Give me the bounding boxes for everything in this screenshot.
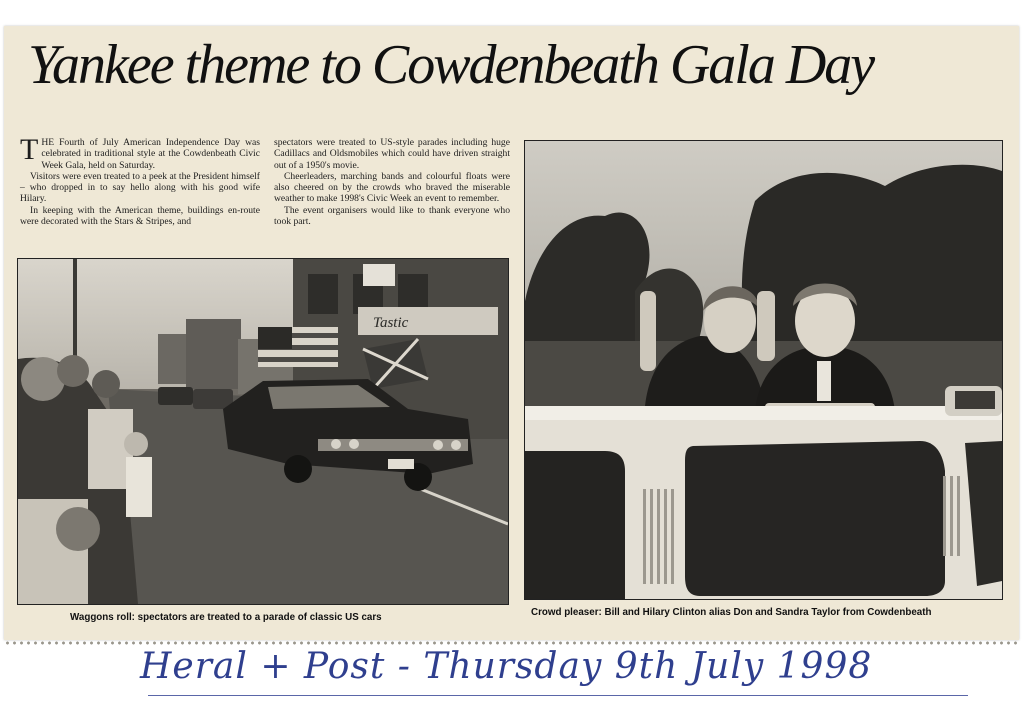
photo-caption-2: Crowd pleaser: Bill and Hilary Clinton alias Don and Sandra Taylor from Cowdenbeath: [531, 607, 932, 618]
drop-cap: T: [20, 133, 39, 166]
paragraph-1-text: HE Fourth of July American Independence Day was celebrated in traditional style at the Cowdenbeath Civic Week Gala, held on Saturday.: [41, 137, 260, 171]
paragraph-5: Cheerleaders, marching bands and colourful floats were also cheered on by the crowds who braved the miserable weather to make 1998's Civic Week an event to remember.: [274, 170, 510, 205]
parade-photo: [17, 258, 509, 605]
limousine: [525, 406, 1002, 599]
handwritten-note: Heral + Post - Thursday 9th July 1998: [140, 646, 873, 687]
paragraph-2: Visitors were even treated to a peek at the President himself – who dropped in to say hello along with his good wife Hilary.: [20, 170, 260, 205]
shop-sign-text: Tastic: [373, 315, 409, 331]
paragraph-6: The event organisers would like to thank everyone who took part.: [274, 204, 510, 228]
limousine-photo: [524, 140, 1003, 600]
flag-icon: [258, 327, 338, 367]
paragraph-4: spectators were treated to US-style parades including huge Cadillacs and Oldsmobiles which could have driven straight out of a 1950's movie.: [274, 137, 510, 171]
article-column-2: [274, 137, 510, 227]
paragraph-1: [20, 133, 260, 171]
handwritten-underline: [148, 695, 968, 696]
headline: Yankee theme to Cowdenbeath Gala Day: [28, 34, 874, 96]
paragraph-3: In keeping with the American theme, buildings en-route were decorated with the Stars & Stripes, and: [20, 204, 260, 228]
article-column-1: [20, 133, 260, 228]
photo-caption-1: Waggons roll: spectators are treated to a parade of classic US cars: [70, 612, 382, 623]
